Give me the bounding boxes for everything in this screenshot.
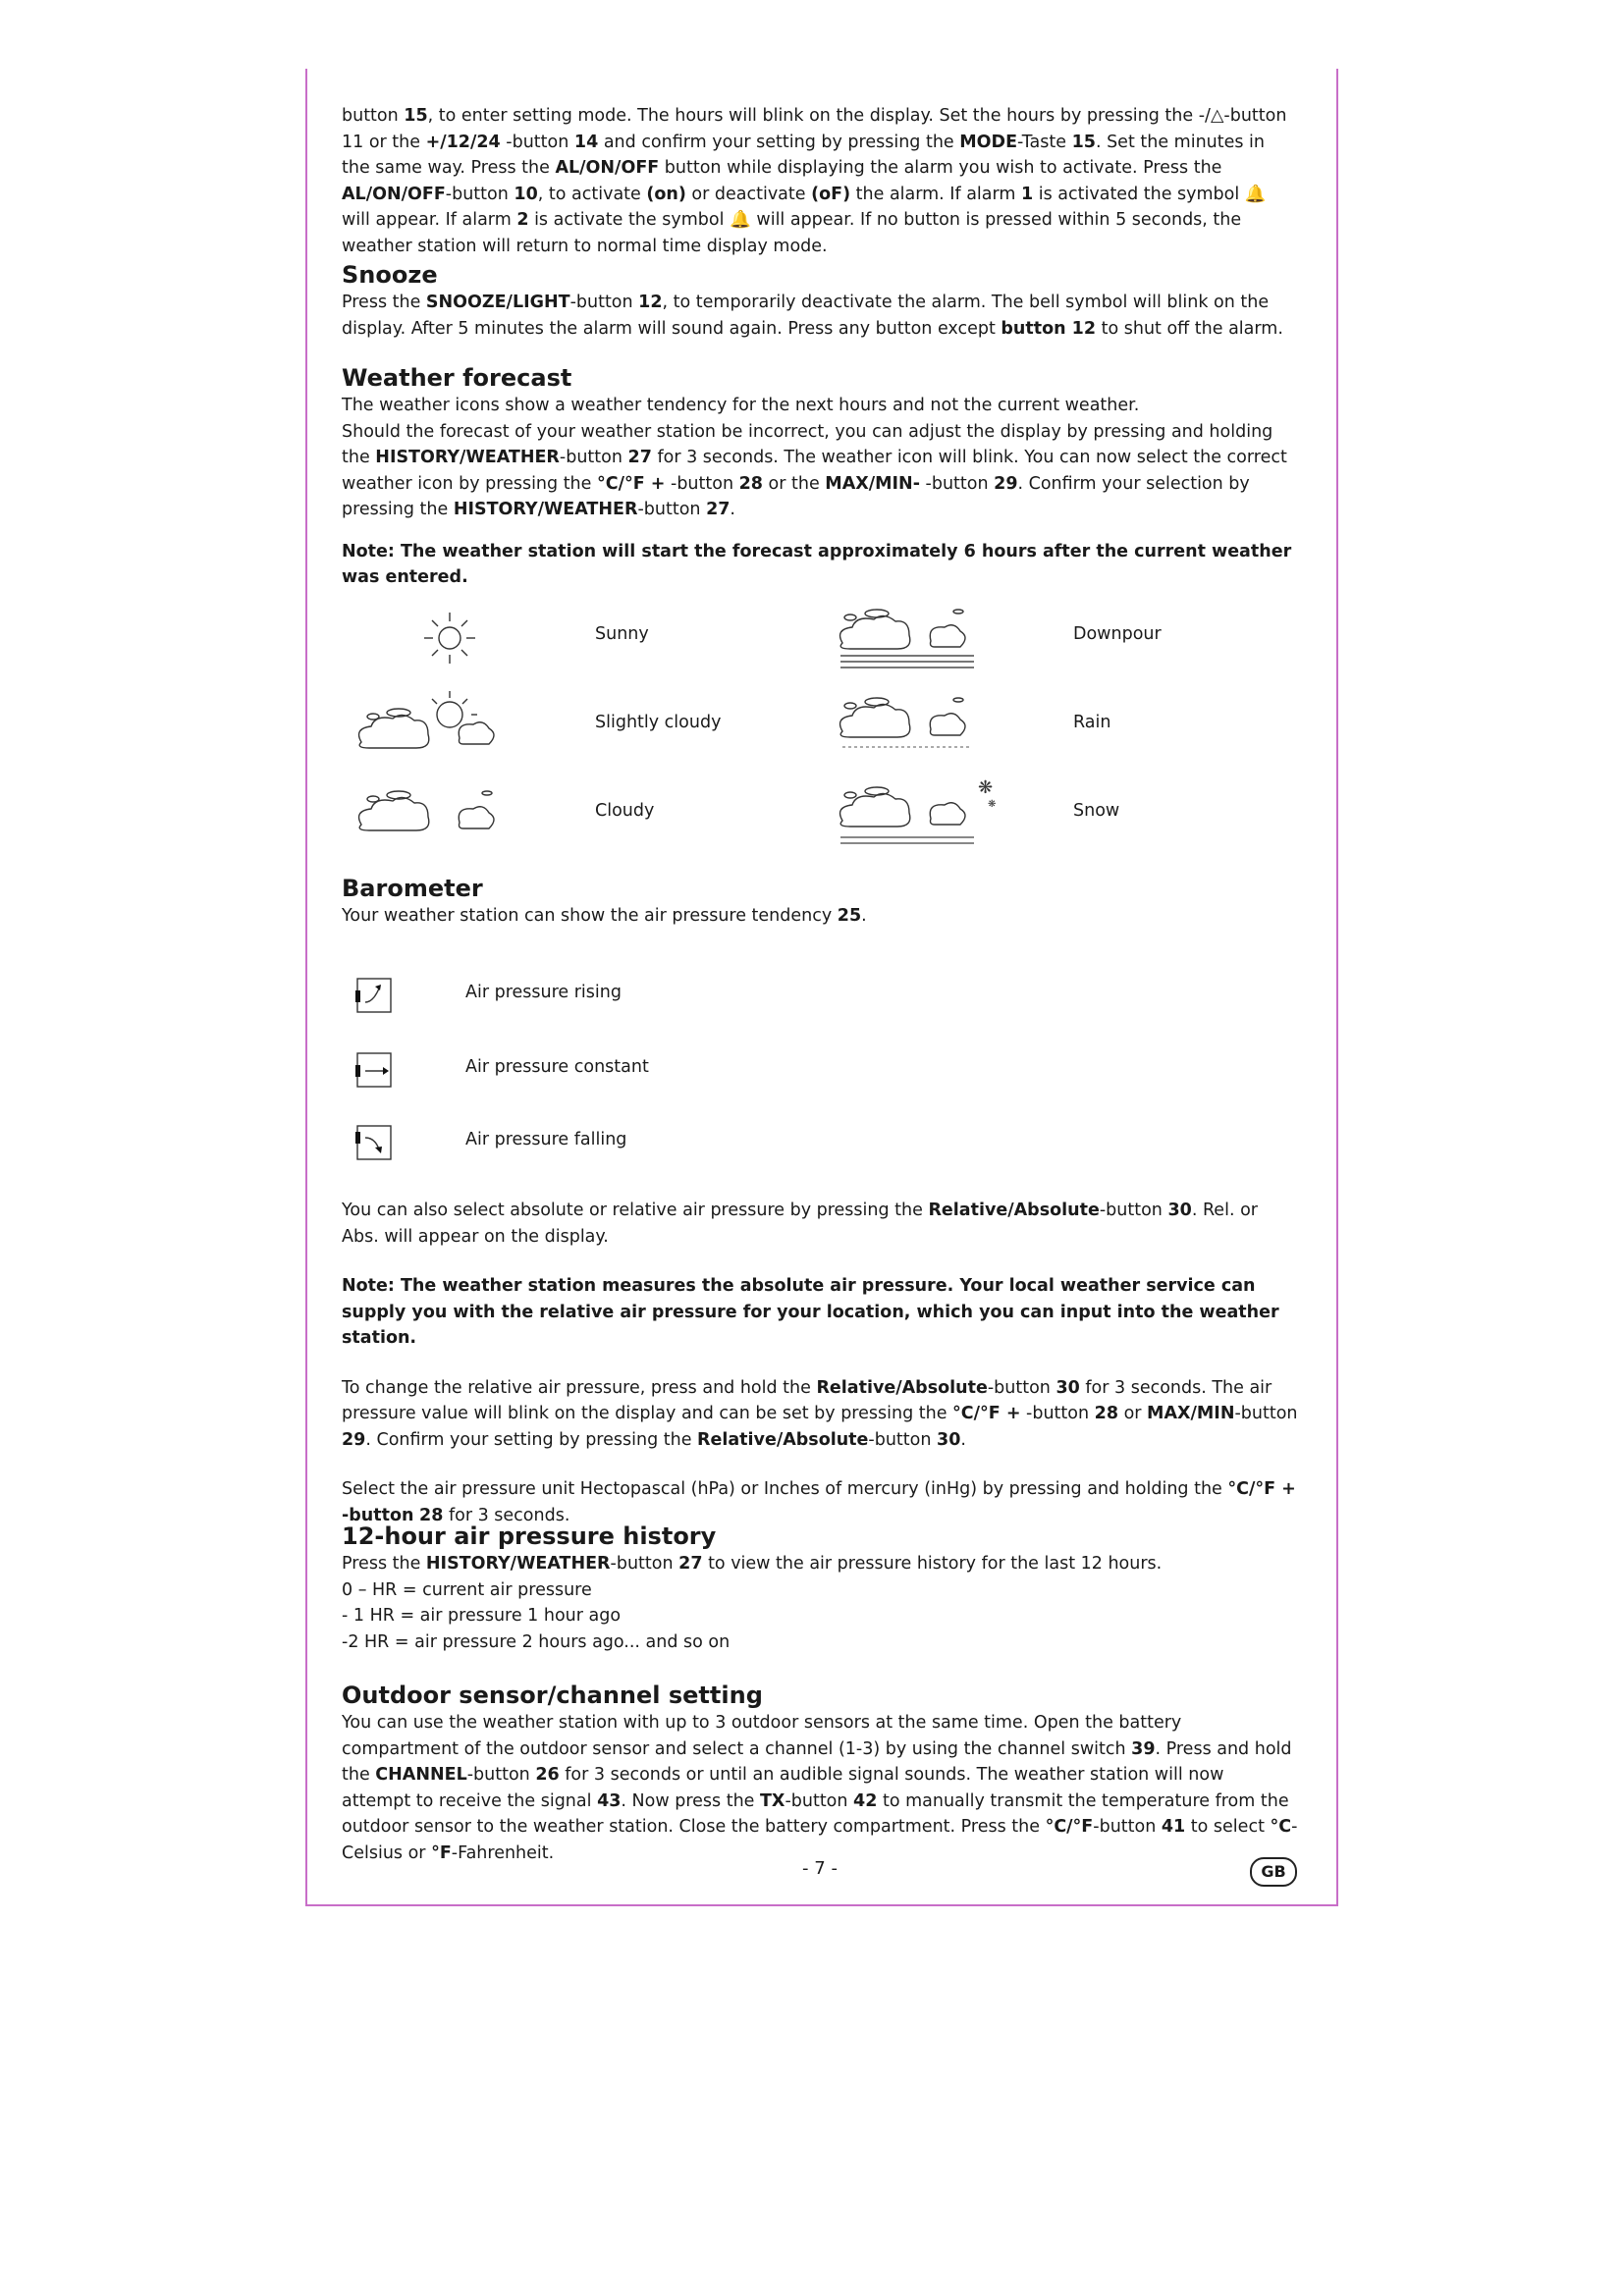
history-line4: -2 HR = air pressure 2 hours ago... and so on: [342, 1631, 731, 1652]
history-line2: 0 – HR = current air pressure: [342, 1579, 592, 1600]
outdoor-section: [342, 1681, 1298, 1866]
snooze-paragraph: Press the SNOOZE/LIGHT-button 12, to temporarily deactivate the alarm. The bell symbol will blink on the display. After 5 minutes the alarm will sound again. Press any button except button 12 to shut off the alarm.: [342, 293, 1283, 339]
icon-label-snow: Snow: [1073, 801, 1120, 821]
page-number: - 7 -: [802, 1858, 838, 1879]
pressure-constant-label: Air pressure constant: [465, 1057, 649, 1077]
icon-label-cloudy: Cloudy: [595, 801, 655, 821]
svg-text:❋: ❋: [978, 777, 994, 798]
svg-text:❋: ❋: [988, 799, 997, 810]
slightly-cloudy-icon: [352, 687, 509, 756]
barometer-details: [342, 1198, 1298, 1528]
pressure-constant-icon: [355, 1051, 395, 1091]
alarm1-bell-icon: 🔔: [1244, 184, 1267, 204]
language-badge: GB: [1250, 1857, 1297, 1887]
barometer-heading: Barometer: [342, 875, 483, 902]
pressure-falling-label: Air pressure falling: [465, 1130, 627, 1149]
barometer-section: [342, 874, 1298, 930]
pressure-tendency-list: [342, 967, 1298, 1173]
icon-label-downpour: Downpour: [1073, 624, 1162, 644]
forecast-note: Note: The weather station will start the forecast approximately 6 hours after the current weather was entered.: [342, 541, 1292, 587]
barometer-intro: Your weather station can show the air pressure tendency 25.: [342, 906, 867, 926]
alarm2-bell-icon: 🔔: [730, 210, 751, 230]
weather-icons-grid: [342, 599, 1298, 874]
forecast-line1: The weather icons show a weather tendency for the next hours and not the current weather.: [342, 396, 1140, 415]
history-line3: - 1 HR = air pressure 1 hour ago: [342, 1606, 622, 1626]
icon-label-rain: Rain: [1073, 713, 1111, 732]
forecast-section: [342, 363, 1298, 591]
snow-icon: [833, 775, 1000, 849]
change-pressure-paragraph: To change the relative air pressure, press and hold the Relative/Absolute-button 30 for 3 seconds. The air pressure value will blink on the display and can be set by pressing the °C/°F + -button 28 or MAX/MIN-button 29. Confirm your setting by pressing the Relative/Absolute-button 30.: [342, 1377, 1298, 1450]
icon-label-slightly-cloudy: Slightly cloudy: [595, 713, 722, 732]
pressure-rising-label: Air pressure rising: [465, 983, 622, 1002]
intro-section: [342, 103, 1298, 259]
pressure-falling-icon: [355, 1124, 395, 1163]
pressure-rising-icon: [355, 977, 395, 1016]
sunny-icon: [420, 609, 479, 667]
rain-icon: [833, 692, 980, 761]
forecast-paragraph: Should the forecast of your weather station be incorrect, you can adjust the display by pressing and holding the HISTORY/WEATHER-button 27 for 3 seconds. The weather icon will blink. You can now select the correct weather icon by pressing the °C/°F + -button 28 or the MAX/MIN- -button 29. Confirm your selection by pressing the HISTORY/WEATHER-button 27.: [342, 421, 1287, 519]
forecast-heading: Weather forecast: [342, 364, 572, 392]
intro-paragraph: button 15, to enter setting mode. The hours will blink on the display. Set the hours by pressing the -/△-button 11 or the +/12/24 -button 14 and confirm your setting by pressing the MODE-Taste 15. Set the minutes in the same way. Press the AL/ON/OFF button while displaying the alarm you wish to activate. Press the AL/ON/OFF-button 10, to activate (on) or deactivate (oF) the alarm. If alarm 1 is activated the symbol 🔔 will appear. If alarm 2 is activate the symbol 🔔 will appear. If no button is pressed within 5 seconds, the weather station will return to normal time display mode.: [342, 106, 1287, 256]
history-heading: 12-hour air pressure history: [342, 1522, 717, 1550]
downpour-icon: [833, 604, 980, 672]
cloudy-icon: [352, 775, 509, 844]
outdoor-paragraph: You can use the weather station with up to 3 outdoor sensors at the same time. Open the battery compartment of the outdoor sensor and select a channel (1-3) by using the channel switch 39. Press and hold the CHANNEL-button 26 for 3 seconds or until an audible signal sounds. The weather station will now attempt to receive the signal 43. Now press the TX-button 42 to manually transmit the temperature from the outdoor sensor to the weather station. Close the battery compartment. Press the °C/°F-button 41 to select °C-Celsius or °F-Fahrenheit.: [342, 1713, 1298, 1863]
snooze-heading: Snooze: [342, 261, 438, 289]
outdoor-heading: Outdoor sensor/channel setting: [342, 1682, 763, 1709]
history-line1: Press the HISTORY/WEATHER-button 27 to view the air pressure history for the last 12 hours.: [342, 1554, 1163, 1574]
pressure-unit-paragraph: Select the air pressure unit Hectopascal (hPa) or Inches of mercury (inHg) by pressing and holding the °C/°F + -button 28 for 3 seconds.: [342, 1479, 1296, 1525]
history-section: [342, 1522, 1298, 1655]
barometer-note: Note: The weather station measures the absolute air pressure. Your local weather service can supply you with the relative air pressure for your location, which you can input into the weather station.: [342, 1276, 1279, 1348]
alarm-bell-icon: △: [1210, 106, 1224, 126]
snooze-section: [342, 260, 1298, 342]
icon-label-sunny: Sunny: [595, 624, 649, 644]
relative-absolute-paragraph: You can also select absolute or relative air pressure by pressing the Relative/Absolute-button 30. Rel. or Abs. will appear on the display.: [342, 1201, 1258, 1247]
